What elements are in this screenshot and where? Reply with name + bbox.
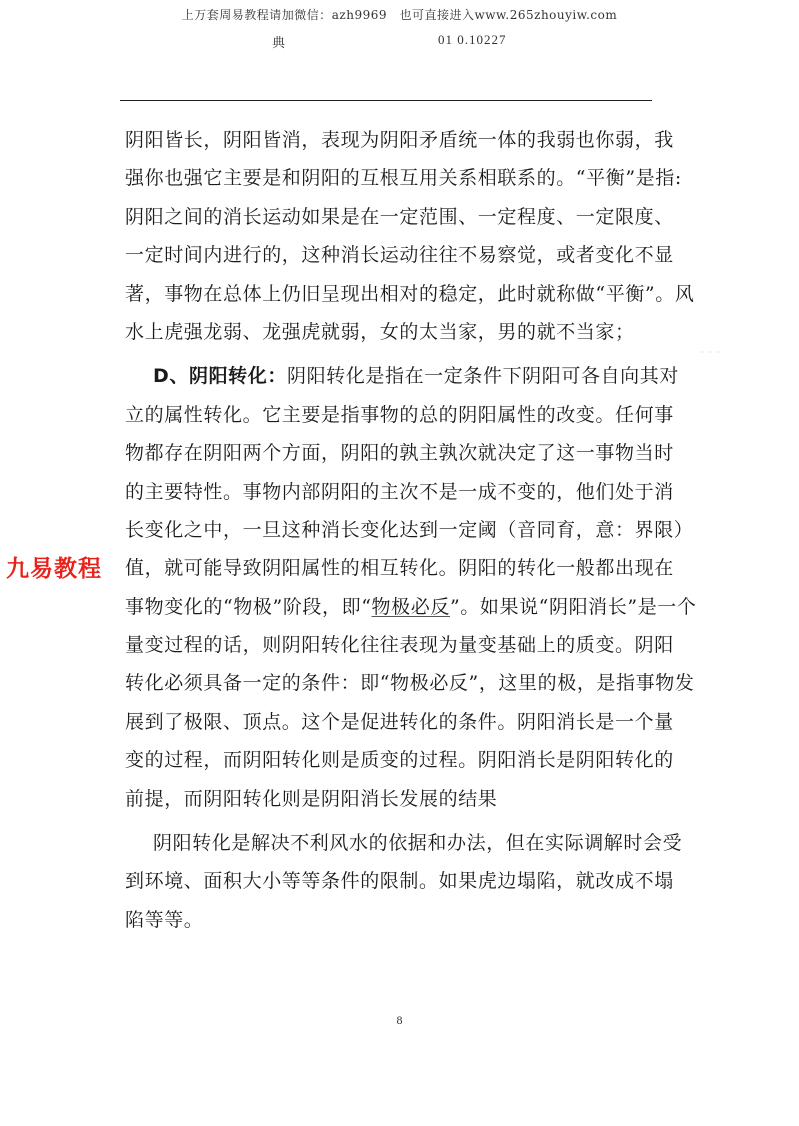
text-line: 长变化之中，一旦这种消长变化达到一定阈（音同育，意：界限） — [125, 518, 694, 541]
header-right-text: 01 0.10227 — [438, 32, 507, 47]
text-line: 变的过程，而阴阳转化则是质变的过程。阴阳消长是阴阳转化的 — [125, 749, 674, 772]
text-line: 物都存在阴阳两个方面，阴阳的孰主孰次就决定了这一事物当时 — [125, 442, 674, 465]
text-line: 一定时间内进行的，这种消长运动往往不易察觉，或者变化不显 — [125, 244, 674, 267]
text-line: 强你也强它主要是和阴阳的互根互用关系相联系的。“平衡”是指: — [125, 167, 682, 190]
text-line: 量变过程的话，则阴阳转化往往表现为量变基础上的质变。阴阳 — [125, 634, 674, 657]
underlined-phrase: 物极必反 — [371, 595, 450, 618]
header-left-text: 典 — [272, 36, 286, 51]
text-line: 前提，而阴阳转化则是阴阳消长发展的结果 — [125, 787, 498, 810]
scan-artifact: ·· ·· ·· — [700, 348, 721, 357]
text-line: 阴阳转化是解决不利风水的依据和办法，但在实际调解时会受 — [153, 832, 683, 855]
paragraph-2 — [125, 357, 697, 818]
text-line: 阴阳皆长，阴阳皆消，表现为阴阳矛盾统一体的我弱也你弱，我 — [125, 129, 674, 151]
text-line: 水上虎强龙弱、龙强虎就弱，女的太当家，男的就不当家； — [125, 320, 635, 343]
text-line — [125, 357, 679, 395]
text-run: ”。如果说“阴阳消长”是一个 — [449, 595, 697, 618]
text-line: 阴阳之间的消长运动如果是在一定范围、一定程度、一定限度、 — [125, 205, 674, 228]
text-line: 转化必须具备一定的条件：即“物极必反”，这里的极，是指事物发 — [125, 672, 695, 695]
text-line: 展到了极限、顶点。这个是促进转化的条件。阴阳消长是一个量 — [125, 710, 674, 733]
paragraph-1 — [125, 121, 695, 351]
section-heading: D、阴阳转化： — [153, 365, 287, 388]
top-banner: 上万套周易教程请加微信：azh9969 也可直接进入www.265zhouyiw.com — [181, 8, 618, 22]
paragraph-3 — [125, 824, 683, 939]
text-line: 的主要特性。事物内部阴阳的主次不是一成不变的，他们处于消 — [125, 480, 674, 503]
text-run: 事物变化的“物极”阶段，即“ — [125, 595, 372, 618]
document-body — [125, 121, 697, 939]
text-line: 陷等等。 — [125, 908, 204, 931]
header-rule — [120, 100, 652, 101]
text-line — [125, 588, 697, 626]
watermark-logo: 九易教程 — [6, 556, 102, 582]
text-line: 立的属性转化。它主要是指事物的总的阴阳属性的改变。任何事 — [125, 403, 674, 426]
text-line: 著，事物在总体上仍旧呈现出相对的稳定，此时就称做“平衡”。风 — [125, 282, 695, 305]
text-run: 阴阳转化是指在一定条件下阴阳可各自向其对 — [286, 365, 679, 388]
text-line: 到环境、面积大小等等条件的限制。如果虎边塌陷，就改成不塌 — [125, 870, 674, 893]
page-number: 8 — [396, 1013, 403, 1027]
text-line: 值，就可能导致阴阳属性的相互转化。阴阳的转化一般都出现在 — [125, 557, 674, 580]
